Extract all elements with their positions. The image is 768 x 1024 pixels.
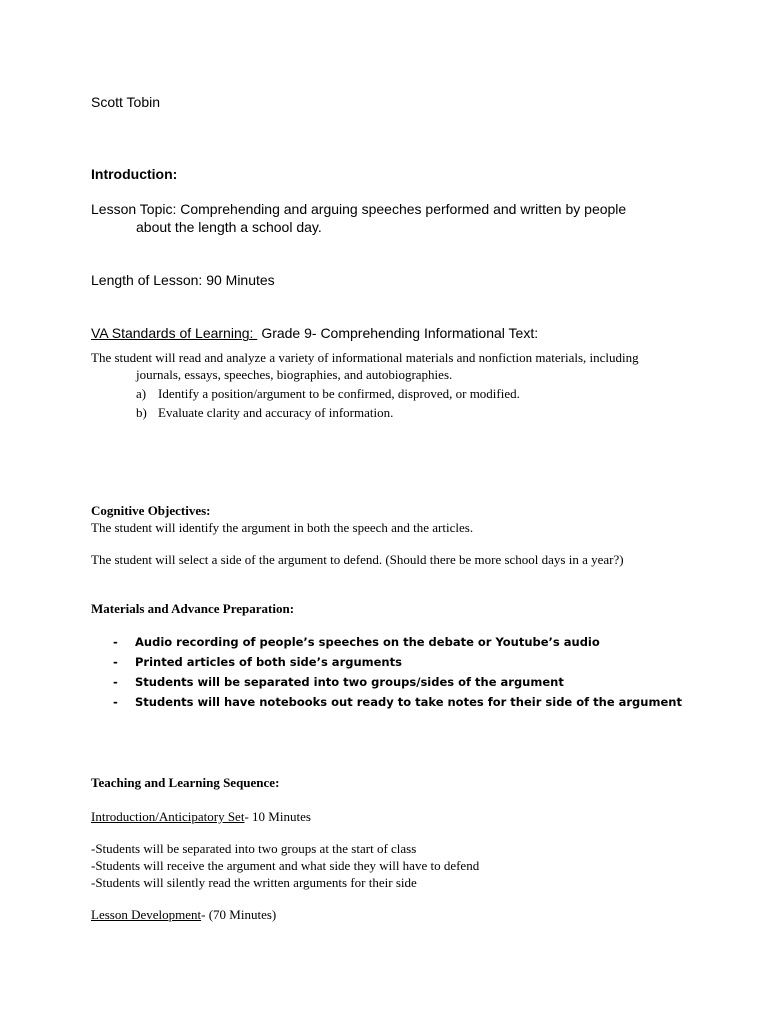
materials-list-item (113, 635, 600, 649)
intro-set-step: -Students will silently read the written arguments for their side (91, 875, 417, 890)
bullet-dash: - (113, 695, 118, 709)
cognitive-objective-item: The student will identify the argument in both the speech and the articles. (91, 520, 474, 535)
intro-set-suffix: - 10 Minutes (244, 809, 311, 824)
intro-set-line (91, 809, 311, 825)
intro-set-step: -Students will be separated into two groups at the start of class (91, 841, 417, 856)
materials-item-text: Audio recording of people’s speeches on the debate or Youtube’s audio (135, 635, 600, 649)
va-standards-line (91, 325, 538, 341)
standard-item-marker: b) (136, 405, 147, 420)
intro-set-title: Introduction/Anticipatory Set (91, 809, 245, 824)
standard-body-line1: The student will read and analyze a variety of informational materials and nonfiction materials, including (91, 350, 639, 365)
length-of-lesson: Length of Lesson: 90 Minutes (91, 272, 275, 288)
standard-item-text: Identify a position/argument to be confirmed, disproved, or modified. (158, 386, 520, 401)
va-standards-label: VA Standards of Learning: (91, 325, 258, 341)
author-name: Scott Tobin (91, 94, 161, 110)
bullet-dash: - (113, 635, 118, 649)
materials-list-item (113, 695, 682, 709)
materials-item-text: Printed articles of both side’s arguments (135, 655, 402, 669)
lesson-topic-line2: about the length a school day. (136, 219, 322, 235)
materials-item-text: Students will have notebooks out ready to take notes for their side of the argument (135, 695, 682, 709)
intro-set-step: -Students will receive the argument and what side they will have to defend (91, 858, 480, 873)
cognitive-objective-item: The student will select a side of the argument to defend. (Should there be more school days in a year?) (91, 552, 624, 567)
bullet-dash: - (113, 675, 118, 689)
va-standards-text: Grade 9- Comprehending Informational Text: (261, 325, 539, 341)
standard-item (136, 405, 393, 421)
standard-item-text: Evaluate clarity and accuracy of information. (158, 405, 394, 420)
materials-list-item (113, 655, 402, 669)
materials-item-text: Students will be separated into two groups/sides of the argument (135, 675, 564, 689)
standard-item-marker: a) (136, 386, 147, 401)
teaching-sequence-heading: Teaching and Learning Sequence: (91, 775, 280, 790)
lesson-development-title: Lesson Development (91, 907, 202, 922)
lesson-topic-line1: Lesson Topic: Comprehending and arguing speeches performed and written by people (91, 201, 627, 217)
standard-body-line2: journals, essays, speeches, biographies, and autobiographies. (136, 367, 453, 382)
materials-list-item (113, 675, 564, 689)
lesson-development-suffix: - (70 Minutes) (201, 907, 277, 922)
cognitive-objectives-heading: Cognitive Objectives: (91, 503, 211, 518)
introduction-heading: Introduction: (91, 166, 178, 182)
lesson-development-line (91, 907, 276, 923)
bullet-dash: - (113, 655, 118, 669)
standard-item (136, 386, 520, 402)
materials-heading: Materials and Advance Preparation: (91, 601, 295, 616)
